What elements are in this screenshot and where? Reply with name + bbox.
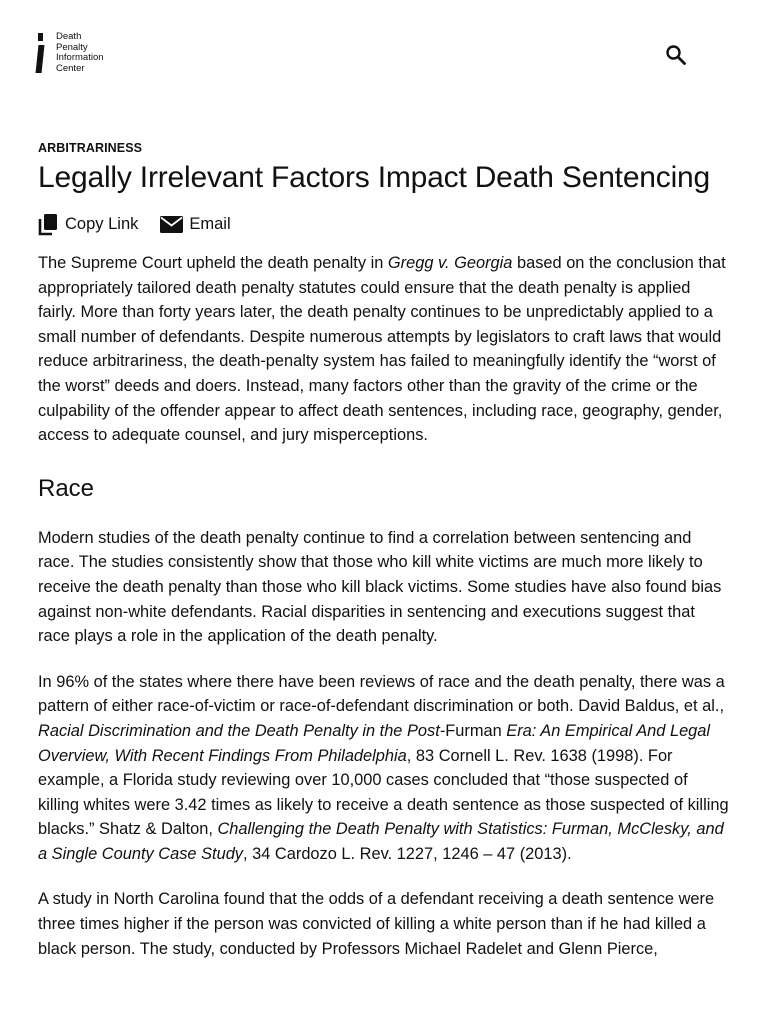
copy-link-button[interactable] bbox=[38, 213, 138, 236]
citation-title: Challenging the Death Penalty with Statistics: Furman, McClesky, and a Single County Case Study bbox=[38, 820, 724, 863]
text-run: Furman bbox=[445, 721, 502, 740]
case-citation: Gregg v. Georgia bbox=[387, 254, 513, 272]
envelope-icon bbox=[160, 216, 183, 233]
logo-line: Death bbox=[56, 31, 82, 42]
search-icon bbox=[664, 43, 688, 67]
race-paragraph-3: A study in North Carolina found that the odds of a defendant receiving a death sentence were three times higher if the person was convicted of killing a white person than if he had killed a black person. The study, conducted by Professors Michael Radelet and Glenn Pierce, bbox=[38, 890, 715, 958]
intro-paragraph bbox=[38, 251, 730, 448]
copy-icon bbox=[38, 213, 59, 236]
race-paragraph-2 bbox=[38, 670, 730, 867]
share-bar bbox=[38, 212, 730, 236]
text-run: , 34 Cardozo L. Rev. 1227, 1246 – 47 (2013). bbox=[243, 844, 572, 863]
logo-text bbox=[56, 32, 136, 74]
text-run: In 96% of the states where there have been reviews of race and the death penalty, there was a pattern of either race-of-victim or race-of-defendant discrimination or both. David Baldus, et al., bbox=[38, 672, 725, 716]
search-button[interactable] bbox=[664, 43, 688, 67]
citation-title: Era: An Empirical And Legal Overview, With Recent Findings From Philadelphia bbox=[38, 721, 711, 765]
text-run: , 83 Cornell L. Rev. 1638 (1998). For example, a Florida study reviewing over 10,000 cases concluded that “those suspected of killing whites were 3.42 times as likely to receive a death sentence as those suspected of killing blacks.” Shatz & Dalton, bbox=[38, 746, 729, 839]
logo-mark-icon bbox=[37, 32, 45, 74]
logo-line: Information bbox=[56, 52, 104, 63]
page-title: Legally Irrelevant Factors Impact Death Sentencing bbox=[38, 161, 711, 194]
email-label: Email bbox=[189, 214, 231, 233]
race-paragraph-1: Modern studies of the death penalty continue to find a correlation between sentencing and race. The studies consistently show that those who kill white victims are much more likely to receive the death penalty than those who kill black victims. Some studies have also found bias against non-white defendants. Racial disparities in sentencing and executions suggest that race plays a role in the application of the death penalty. bbox=[38, 528, 722, 646]
category-label[interactable]: ARBITRARINESS bbox=[38, 141, 143, 155]
email-button[interactable] bbox=[160, 215, 230, 234]
article-body bbox=[38, 251, 730, 961]
copy-link-label: Copy Link bbox=[65, 214, 139, 233]
site-header bbox=[0, 0, 768, 110]
site-logo[interactable] bbox=[37, 32, 136, 74]
logo-line: Penalty bbox=[56, 41, 88, 53]
text-run: based on the conclusion that appropriately tailored death penalty statutes could ensure that the death penalty is applied fairly. More than forty years later, the death penalty continues to be unpredictably applied to a small number of defendants. Despite numerous attempts by legislators to craft laws that would reduce arbitrariness, the death-penalty system has failed to meaningfully identify the “worst of the worst” deeds and doers. Instead, many factors other than the gravity of the crime or the culpability of the offender appear to affect death sentences, including race, geography, gender, access to adequate counsel, and jury misperceptions. bbox=[38, 254, 726, 445]
citation-title: Racial Discrimination and the Death Penalty in the Post- bbox=[38, 721, 446, 740]
article bbox=[38, 138, 730, 982]
text-run: The Supreme Court upheld the death penalty in bbox=[38, 254, 388, 272]
section-heading-race: Race bbox=[38, 474, 95, 502]
logo-line: Center bbox=[56, 62, 85, 74]
